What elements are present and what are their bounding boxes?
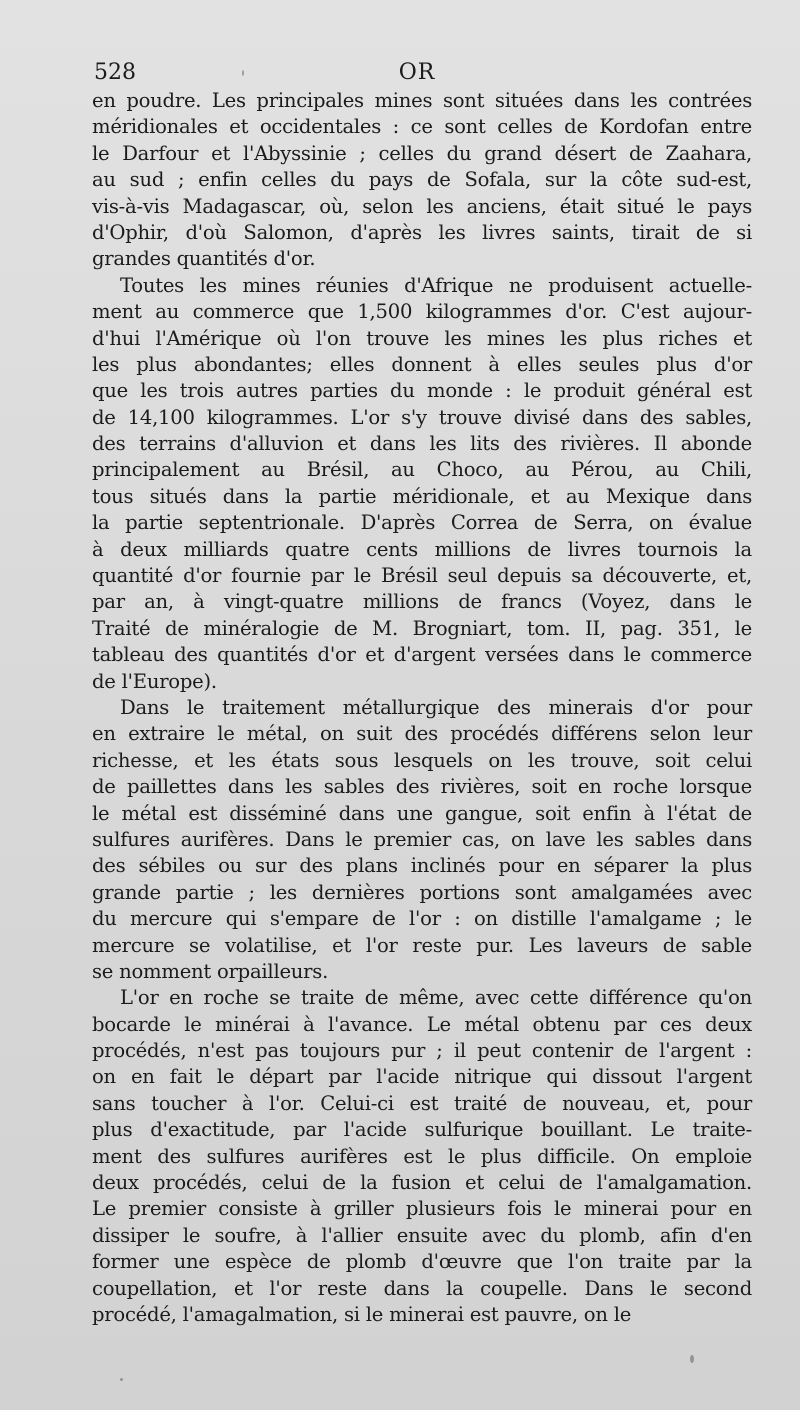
text-line: Dans le traitement métallurgique des minerais d'or pour <box>120 695 752 719</box>
text-line: on en fait le départ par l'acide nitrique qui dissout l'argent <box>92 1065 752 1089</box>
text-line: bocarde le minérai à l'avance. Le métal obtenu par ces deux <box>92 1012 752 1036</box>
paragraph <box>92 273 752 695</box>
text-line: du mercure qui s'empare de l'or : on distille l'amalgame ; le <box>92 907 752 931</box>
text-line: de l'Europe). <box>92 669 217 693</box>
text-line: vis-à-vis Madagascar, où, selon les anciens, était situé le pays <box>92 194 752 218</box>
text-line: à deux milliards quatre cents millions de livres tournois la <box>92 537 752 561</box>
text-line: Le premier consiste à griller plusieurs fois le minerai pour en <box>92 1197 752 1221</box>
text-line: le métal est disséminé dans une gangue, soit enfin à l'état de <box>92 801 752 825</box>
text-line: la partie septentrionale. D'après Correa de Serra, on évalue <box>92 511 752 535</box>
running-title: OR <box>398 60 436 85</box>
page-number: 528 <box>94 60 136 85</box>
text-line: que les trois autres parties du monde : le produit général est <box>92 379 752 403</box>
text-line: procédé, l'amagalmation, si le minerai est pauvre, on le <box>92 1302 632 1326</box>
text-line: richesse, et les états sous lesquels on les trouve, soit celui <box>92 748 752 772</box>
text-line: quantité d'or fournie par le Brésil seul depuis sa découverte, et, <box>92 564 752 588</box>
text-line: au sud ; enfin celles du pays de Sofala, sur la côte sud-est, <box>92 168 752 192</box>
text-line: d'hui l'Amérique où l'on trouve les mines les plus riches et <box>92 326 752 350</box>
text-line: coupellation, et l'or reste dans la coupelle. Dans le second <box>92 1276 752 1300</box>
text-line: de 14,100 kilogrammes. L'or s'y trouve divisé dans des sables, <box>92 405 752 429</box>
text-line: des terrains d'alluvion et dans les lits des rivières. Il abonde <box>92 432 752 456</box>
text-line: grande partie ; les dernières portions sont amalgamées avec <box>92 880 752 904</box>
running-header <box>94 58 740 88</box>
print-speck <box>120 1378 123 1381</box>
print-speck <box>242 70 244 76</box>
paragraph <box>92 695 752 985</box>
text-line: en extraire le métal, on suit des procédés différens selon leur <box>92 722 752 746</box>
text-line: deux procédés, celui de la fusion et celui de l'amalgamation. <box>92 1171 752 1195</box>
text-line: le Darfour et l'Abyssinie ; celles du grand désert de Zaahara, <box>92 141 752 165</box>
paragraph <box>92 88 752 273</box>
text-line: plus d'exactitude, par l'acide sulfurique bouillant. Le traite- <box>92 1118 752 1142</box>
text-line: les plus abondantes; elles donnent à elles seules plus d'or <box>92 352 752 376</box>
text-line: tableau des quantités d'or et d'argent versées dans le commerce <box>92 643 752 667</box>
text-line: former une espèce de plomb d'œuvre que l'on traite par la <box>92 1250 752 1274</box>
text-line: méridionales et occidentales : ce sont celles de Kordofan entre <box>92 115 752 139</box>
text-line: ment des sulfures aurifères est le plus difficile. On emploie <box>92 1144 752 1168</box>
text-line: des sébiles ou sur des plans inclinés pour en séparer la plus <box>92 854 752 878</box>
text-line: mercure se volatilise, et l'or reste pur. Les laveurs de sable <box>92 933 752 957</box>
text-line: ment au commerce que 1,500 kilogrammes d'or. C'est aujour- <box>92 300 752 324</box>
body-text <box>92 88 752 1328</box>
text-line: de paillettes dans les sables des rivières, soit en roche lorsque <box>92 775 752 799</box>
text-line: sulfures aurifères. Dans le premier cas, on lave les sables dans <box>92 827 752 851</box>
text-line: procédés, n'est pas toujours pur ; il peut contenir de l'argent : <box>92 1039 752 1063</box>
text-line: Traité de minéralogie de M. Brogniart, tom. II, pag. 351, le <box>92 616 752 640</box>
text-line: tous situés dans la partie méridionale, et au Mexique dans <box>92 484 752 508</box>
text-line: d'Ophir, d'où Salomon, d'après les livres saints, tirait de si <box>92 220 752 244</box>
print-speck <box>690 1355 694 1363</box>
text-line: dissiper le soufre, à l'allier ensuite avec du plomb, afin d'en <box>92 1223 752 1247</box>
text-line: principalement au Brésil, au Choco, au Pérou, au Chili, <box>92 458 752 482</box>
text-line: en poudre. Les principales mines sont situées dans les contrées <box>92 89 752 112</box>
text-line: grandes quantités d'or. <box>92 247 316 271</box>
text-line: Toutes les mines réunies d'Afrique ne produisent actuelle- <box>120 273 752 297</box>
text-line: L'or en roche se traite de même, avec cette différence qu'on <box>120 986 752 1010</box>
text-line: se nomment orpailleurs. <box>92 959 329 983</box>
text-line: sans toucher à l'or. Celui-ci est traité de nouveau, et, pour <box>92 1091 752 1115</box>
paragraph <box>92 985 752 1328</box>
text-line: par an, à vingt-quatre millions de francs (Voyez, dans le <box>92 590 752 614</box>
